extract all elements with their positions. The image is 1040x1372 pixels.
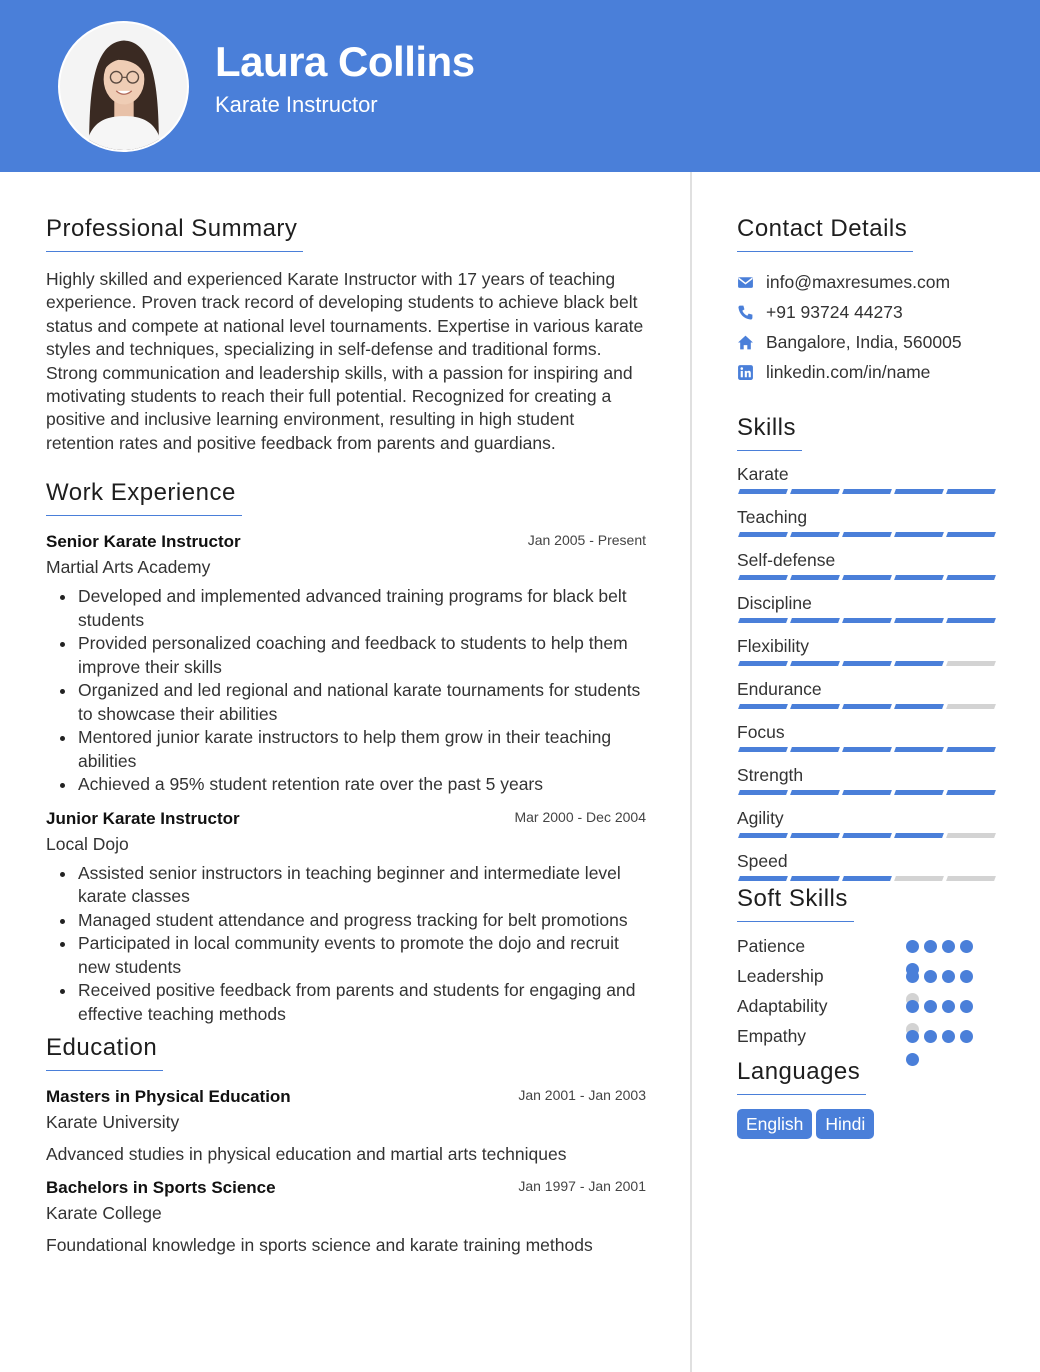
skill-label: Strength	[737, 765, 804, 785]
skill-segment-filled	[842, 833, 892, 838]
job-dates: Jan 2005 - Present	[527, 532, 646, 549]
skill-segment-filled	[894, 790, 944, 795]
skill-item	[737, 463, 997, 506]
skill-item	[737, 807, 997, 850]
degree-name: Bachelors in Sports Science	[46, 1178, 276, 1198]
skill-segment-filled	[738, 489, 788, 494]
job-bullet: Organized and led regional and national karate tournaments for students to showcase their abilities	[46, 679, 646, 726]
skill-segment-filled	[894, 747, 944, 752]
contact-phone[interactable]	[737, 300, 997, 330]
profile-photo	[58, 21, 189, 152]
rating-dot-filled	[906, 970, 919, 983]
skill-label: Discipline	[737, 593, 812, 613]
skill-segment-filled	[738, 532, 788, 537]
skill-segment-filled	[842, 618, 892, 623]
skill-label: Karate	[737, 464, 789, 484]
rating-dot-filled	[924, 1000, 937, 1013]
soft-skill-item	[737, 964, 997, 994]
education-description: Advanced studies in physical education and martial arts techniques	[46, 1144, 567, 1165]
linkedin-icon	[737, 364, 754, 381]
skill-segment-empty	[946, 661, 996, 666]
skill-segment-filled	[738, 575, 788, 580]
skill-segment-filled	[894, 661, 944, 666]
job-entry	[46, 809, 646, 1027]
profile-photo-illustration	[60, 23, 187, 150]
skill-segment-filled	[946, 790, 996, 795]
skill-level-bar	[737, 876, 993, 882]
skill-item	[737, 635, 997, 678]
skill-label: Flexibility	[737, 636, 809, 656]
language-badge: English	[737, 1109, 812, 1139]
skill-segment-empty	[946, 833, 996, 838]
education-heading: Education	[46, 1032, 163, 1071]
degree-name: Masters in Physical Education	[46, 1087, 291, 1107]
work-heading: Work Experience	[46, 477, 242, 516]
contact-address-text: Bangalore, India, 560005	[766, 332, 962, 352]
education-entry	[46, 1178, 646, 1257]
skill-label: Endurance	[737, 679, 822, 699]
skill-segment-filled	[894, 833, 944, 838]
skill-segment-empty	[894, 876, 944, 881]
rating-dot-filled	[924, 1030, 937, 1043]
skill-level-bar	[737, 489, 993, 495]
soft-skill-item	[737, 994, 997, 1024]
soft-skill-label: Empathy	[737, 1026, 807, 1046]
skill-segment-filled	[946, 618, 996, 623]
skills-heading: Skills	[737, 412, 802, 451]
main-column	[46, 213, 646, 1257]
skill-segment-filled	[894, 618, 944, 623]
skill-segment-filled	[738, 661, 788, 666]
skill-segment-empty	[946, 876, 996, 881]
skill-segment-filled	[790, 833, 840, 838]
skill-segment-filled	[946, 532, 996, 537]
skill-segment-filled	[842, 876, 892, 881]
skill-segment-filled	[738, 704, 788, 709]
languages-heading: Languages	[737, 1056, 866, 1095]
skill-level-bar	[737, 704, 993, 710]
skill-segment-filled	[946, 575, 996, 580]
envelope-icon	[737, 274, 754, 291]
education-dates: Jan 2001 - Jan 2003	[518, 1087, 646, 1104]
skill-segment-filled	[738, 618, 788, 623]
rating-dot-filled	[942, 940, 955, 953]
rating-dot-filled	[960, 970, 973, 983]
skill-segment-filled	[842, 747, 892, 752]
skill-segment-filled	[790, 489, 840, 494]
skill-level-bar	[737, 833, 993, 839]
contact-linkedin[interactable]	[737, 360, 997, 390]
rating-dot-filled	[960, 1000, 973, 1013]
skill-segment-filled	[842, 532, 892, 537]
skill-level-bar	[737, 790, 993, 796]
rating-dot-filled	[924, 940, 937, 953]
skill-segment-filled	[894, 532, 944, 537]
skill-item	[737, 506, 997, 549]
skill-item	[737, 678, 997, 721]
job-bullet: Achieved a 95% student retention rate over the past 5 years	[46, 773, 646, 797]
skill-segment-filled	[790, 618, 840, 623]
rating-dot-filled	[960, 1030, 973, 1043]
skill-segment-filled	[738, 833, 788, 838]
education-dates: Jan 1997 - Jan 2001	[518, 1178, 646, 1195]
contact-email[interactable]	[737, 270, 997, 300]
skill-segment-filled	[738, 790, 788, 795]
school-name: Karate College	[46, 1203, 162, 1224]
summary-text: Highly skilled and experienced Karate Instructor with 17 years of teaching experience. Proven track record of developing students to achieve black belt status and compete at national level tournaments. Expertise in various karate styles and techniques, specializing in self-defense and traditional forms. Strong communication and leadership skills, with a passion for inspiring and motivating students to reach their full potential. Recognized for creating a positive and inclusive learning environment, resulting in high student retention rates and positive feedback from parents and guardians.	[46, 269, 644, 453]
skill-segment-filled	[790, 747, 840, 752]
soft-skills-heading: Soft Skills	[737, 883, 854, 922]
contact-linkedin-text: linkedin.com/in/name	[766, 362, 931, 382]
skill-segment-filled	[790, 790, 840, 795]
skill-segment-filled	[842, 704, 892, 709]
skill-level-bar	[737, 661, 993, 667]
skill-label: Agility	[737, 808, 784, 828]
skill-segment-filled	[790, 532, 840, 537]
skill-segment-filled	[842, 489, 892, 494]
contact-email-text: info@maxresumes.com	[766, 272, 951, 292]
skill-segment-empty	[946, 704, 996, 709]
skill-segment-filled	[946, 747, 996, 752]
job-bullets	[46, 585, 646, 797]
skill-segment-filled	[790, 876, 840, 881]
education-description: Foundational knowledge in sports science and karate training methods	[46, 1235, 593, 1256]
rating-dot-filled	[960, 940, 973, 953]
rating-dot-filled	[906, 940, 919, 953]
skill-segment-filled	[894, 489, 944, 494]
skill-level-bar	[737, 618, 993, 624]
job-company: Local Dojo	[46, 833, 129, 854]
column-divider	[690, 172, 692, 1372]
skill-item	[737, 764, 997, 807]
skill-segment-filled	[894, 704, 944, 709]
skill-item	[737, 549, 997, 592]
soft-skill-item	[737, 1024, 997, 1054]
job-bullet: Developed and implemented advanced training programs for black belt students	[46, 585, 646, 632]
job-bullet: Assisted senior instructors in teaching beginner and intermediate level karate classes	[46, 862, 646, 909]
rating-dot-filled	[942, 970, 955, 983]
skill-label: Focus	[737, 722, 785, 742]
skill-level-bar	[737, 575, 993, 581]
summary-heading: Professional Summary	[46, 213, 303, 252]
skill-segment-filled	[842, 661, 892, 666]
skill-level-bar	[737, 747, 993, 753]
skill-label: Teaching	[737, 507, 808, 527]
contact-heading: Contact Details	[737, 213, 913, 252]
skill-segment-filled	[790, 575, 840, 580]
soft-skills-list	[737, 934, 997, 1054]
contact-phone-text: +91 93724 44273	[766, 302, 903, 322]
skill-segment-filled	[894, 575, 944, 580]
skill-segment-filled	[738, 876, 788, 881]
side-column	[737, 213, 997, 1139]
home-icon	[737, 334, 754, 351]
skill-item	[737, 850, 997, 893]
skills-list	[737, 463, 997, 893]
rating-dot-filled	[906, 1030, 919, 1043]
contact-list	[737, 270, 997, 390]
job-bullet: Received positive feedback from parents and students for engaging and effective teaching methods	[46, 979, 646, 1026]
skill-item	[737, 592, 997, 635]
contact-address	[737, 330, 997, 360]
job-dates: Mar 2000 - Dec 2004	[514, 808, 646, 825]
soft-skill-label: Leadership	[737, 966, 824, 986]
skill-segment-filled	[842, 790, 892, 795]
job-bullet: Mentored junior karate instructors to help them grow in their teaching abilities	[46, 726, 646, 773]
phone-icon	[737, 304, 754, 321]
rating-dot-filled	[924, 970, 937, 983]
job-company: Martial Arts Academy	[46, 557, 211, 578]
school-name: Karate University	[46, 1112, 180, 1133]
soft-skill-label: Patience	[737, 936, 806, 956]
skill-level-bar	[737, 532, 993, 538]
skill-segment-filled	[790, 704, 840, 709]
soft-skill-label: Adaptability	[737, 996, 828, 1016]
rating-dot-filled	[906, 1053, 919, 1066]
skill-item	[737, 721, 997, 764]
job-bullet: Participated in local community events to promote the dojo and recruit new students	[46, 932, 646, 979]
language-badge: Hindi	[816, 1109, 874, 1139]
job-bullets	[46, 862, 646, 1027]
education-entry	[46, 1087, 646, 1166]
resume-header	[0, 0, 1040, 172]
languages-list	[737, 1109, 997, 1139]
skill-segment-filled	[842, 575, 892, 580]
rating-dot-filled	[906, 1000, 919, 1013]
soft-skill-item	[737, 934, 997, 964]
job-entry	[46, 532, 646, 797]
rating-dot-filled	[942, 1030, 955, 1043]
rating-dot-filled	[942, 1000, 955, 1013]
job-bullet: Provided personalized coaching and feedback to students to help them improve their skills	[46, 632, 646, 679]
skill-label: Self-defense	[737, 550, 836, 570]
candidate-name: Laura Collins	[215, 38, 475, 85]
candidate-title: Karate Instructor	[215, 92, 378, 117]
skill-segment-filled	[790, 661, 840, 666]
job-role: Junior Karate Instructor	[46, 808, 240, 828]
skill-segment-filled	[946, 489, 996, 494]
skill-segment-filled	[738, 747, 788, 752]
job-role: Senior Karate Instructor	[46, 532, 241, 552]
soft-skill-rating	[906, 1030, 986, 1070]
job-bullet: Managed student attendance and progress tracking for belt promotions	[46, 909, 646, 933]
skill-label: Speed	[737, 851, 788, 871]
